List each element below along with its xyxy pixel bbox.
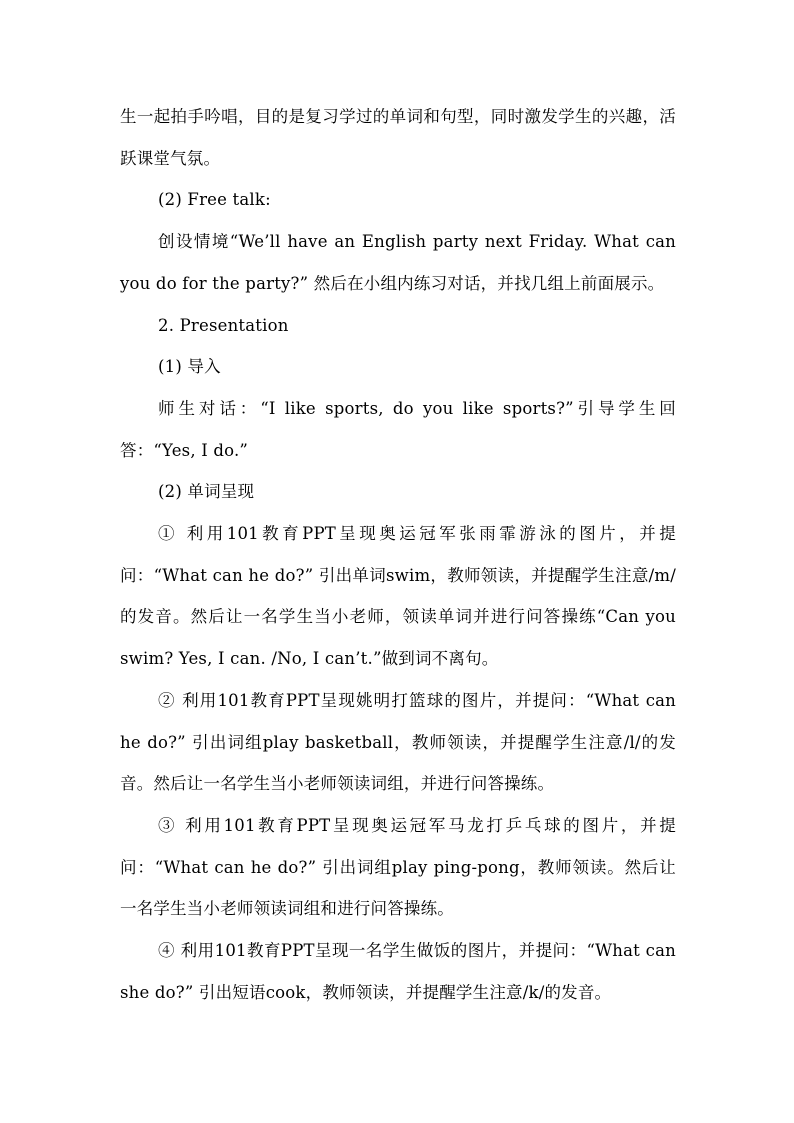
list-item-ping-pong: ③ 利用101教育PPT呈现奥运冠军马龙打乒乓球的图片，并提问：“What can he do?” 引出词组play ping-pong，教师领读。然后让一名学生当小老师领读词组和进行问答操练。: [120, 815, 676, 919]
subheading-introduction: (1) 导入: [158, 357, 221, 377]
paragraph-free-talk-heading: (2) Free talk:: [158, 190, 271, 210]
subheading-word-presentation: (2) 单词呈现: [158, 482, 255, 502]
list-item-basketball: ② 利用101教育PPT呈现姚明打篮球的图片，并提问：“What can he do?” 引出词组play basketball，教师领读，并提醒学生注意/l/的发音。然后让一名学生当小老师领读词组，并进行问答操练。: [120, 690, 676, 794]
paragraph-free-talk-scenario: 创设情境“We’ll have an English party next Friday. What can you do for the party?” 然后在小组内练习对话，并找几组上前面展示。: [120, 232, 676, 293]
list-item-cook: ④ 利用101教育PPT呈现一名学生做饭的图片，并提问：“What can she do?” 引出短语cook，教师领读，并提醒学生注意/k/的发音。: [120, 941, 676, 1002]
section-heading-presentation: 2. Presentation: [158, 315, 289, 335]
paragraph-teacher-student-dialogue: 师生对话：“I like sports, do you like sports?”引导学生回答：“Yes, I do.”: [120, 398, 676, 460]
list-item-swim: ① 利用101教育PPT呈现奥运冠军张雨霏游泳的图片，并提问：“What can he do?” 引出单词swim，教师领读，并提醒学生注意/m/的发音。然后让一名学生当小老师，领读单词并进行问答操练“Can you swim? Yes, I can. /No, I can’t.”做到词不离句。: [120, 524, 676, 669]
paragraph-continuation: 生一起拍手吟唱，目的是复习学过的单词和句型，同时激发学生的兴趣，活跃课堂气氛。: [120, 107, 676, 168]
document-body: [120, 96, 676, 1013]
